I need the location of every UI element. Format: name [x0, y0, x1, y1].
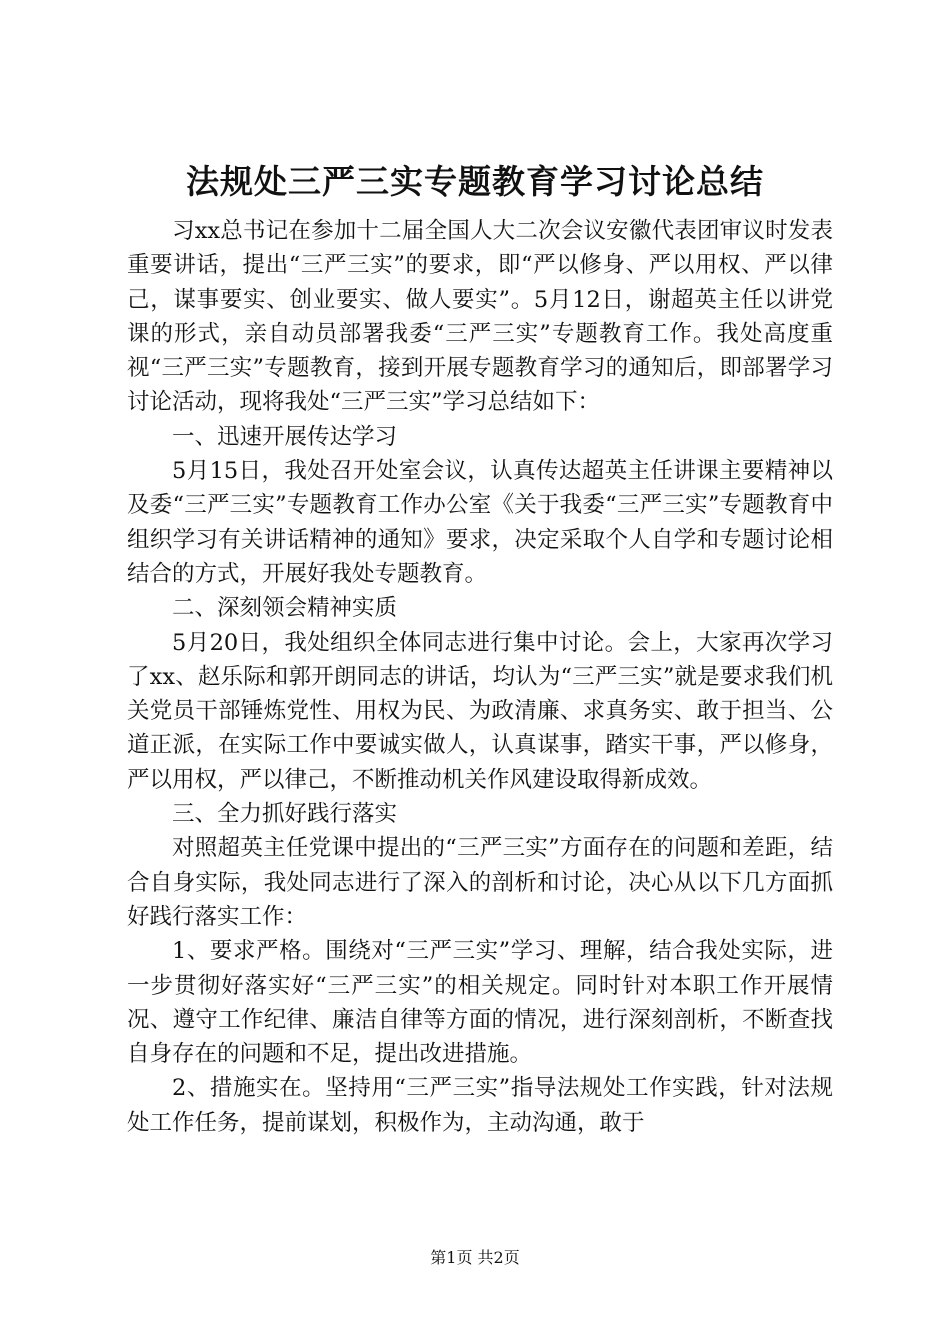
paragraph-item-2: 2、措施实在。坚持用“三严三实”指导法规处工作实践，针对法规处工作任务，提前谋划，积极作为，主动沟通，敢于	[127, 1075, 833, 1136]
paragraph-item-1: 1、要求严格。围绕对“三严三实”学习、理解，结合我处实际，进一步贯彻好落实好“三严三实”的相关规定。同时针对本职工作开展情况、遵守工作纪律、廉洁自律等方面的情况，进行深刻剖析，不断查找自身存在的问题和不足，提出改进措施。	[127, 938, 833, 1068]
document-body	[127, 214, 833, 1140]
paragraph-intro: 习xx总书记在参加十二届全国人大二次会议安徽代表团审议时发表重要讲话，提出“三严三实”的要求，即“严以修身、严以用权、严以律己，谋事要实、创业要实、做人要实”。5月12日，谢超英主任以讲党课的形式，亲自动员部署我委“三严三实”专题教育工作。我处高度重视“三严三实”专题教育，接到开展专题教育学习的通知后，即部署学习讨论活动，现将我处“三严三实”学习总结如下：	[127, 218, 833, 416]
section-heading-3: 三、全力抓好践行落实	[172, 801, 398, 828]
document-title: 法规处三严三实专题教育学习讨论总结	[186, 162, 764, 201]
section-heading-2: 二、深刻领会精神实质	[172, 595, 398, 622]
paragraph-section-2: 5月20日，我处组织全体同志进行集中讨论。会上，大家再次学习了xx、赵乐际和郭开朗同志的讲话，均认为“三严三实”就是要求我们机关党员干部锤炼党性、用权为民、为政清廉、求真务实、敢于担当、公道正派，在实际工作中要诚实做人，认真谋事，踏实干事，严以修身，严以用权，严以律己，不断推动机关作风建设取得新成效。	[127, 629, 833, 793]
paragraph-section-3: 对照超英主任党课中提出的“三严三实”方面存在的问题和差距，结合自身实际，我处同志进行了深入的剖析和讨论，决心从以下几方面抓好践行落实工作：	[127, 835, 833, 930]
section-heading-1: 一、迅速开展传达学习	[172, 423, 398, 450]
paragraph-section-1: 5月15日，我处召开处室会议，认真传达超英主任讲课主要精神以及委“三严三实”专题教育工作办公室《关于我委“三严三实”专题教育中组织学习有关讲话精神的通知》要求，决定采取个人自学和专题讨论相结合的方式，开展好我处专题教育。	[127, 458, 833, 587]
page-number-footer: 第1页 共2页	[430, 1248, 520, 1267]
